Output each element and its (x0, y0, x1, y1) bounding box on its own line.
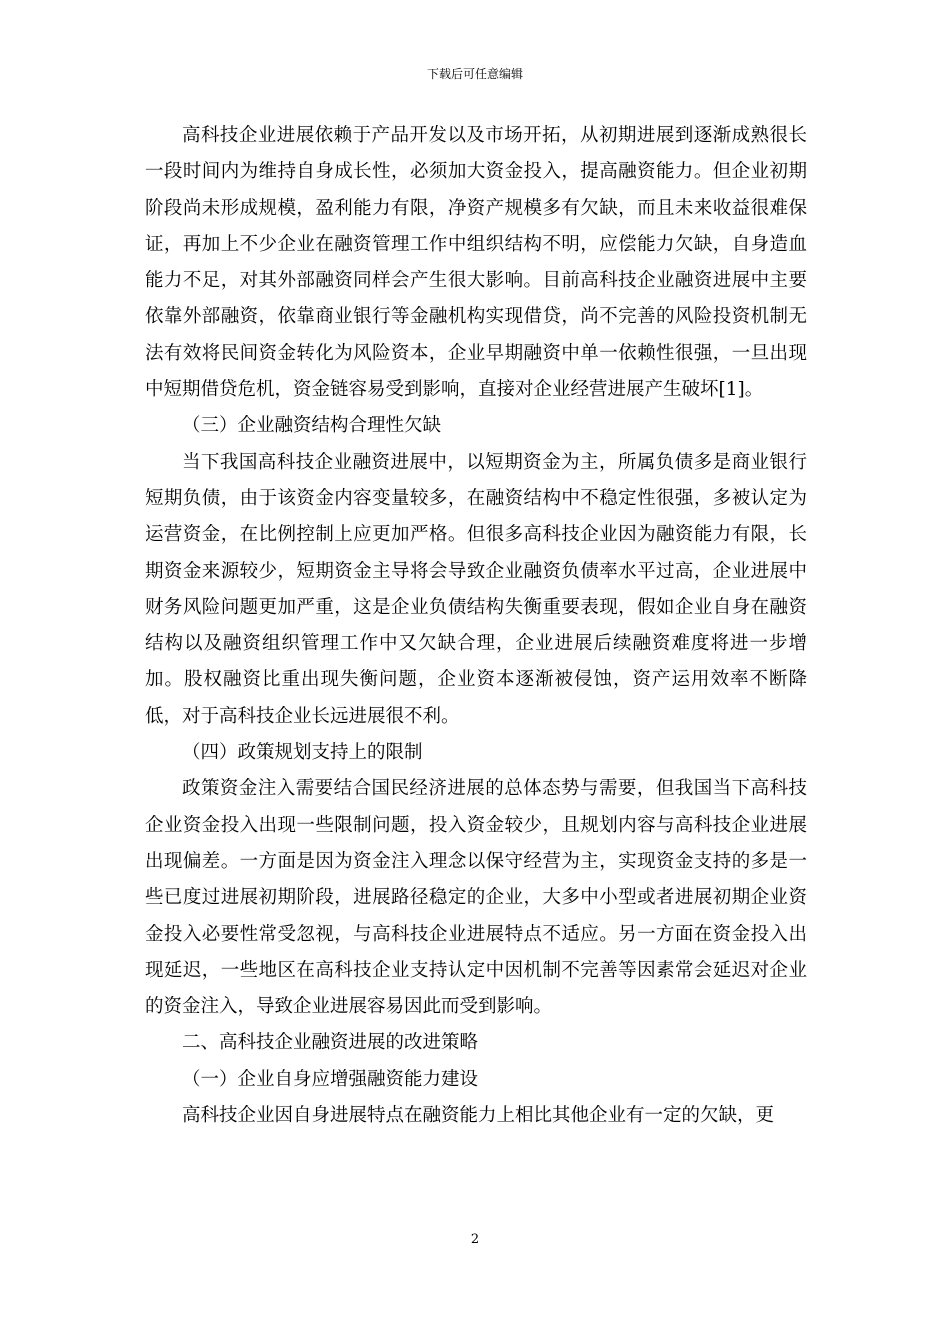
paragraph-policy-funding: 政策资金注入需要结合国民经济进展的总体态势与需要，但我国当下高科技企业资金投入出现一些限制问题，投入资金较少，且规划内容与高科技企业进展出现偏差。一方面是因为资金注入理念以保守经营为主，实现资金支持的多是一些已度过进展初期阶段，进展路径稳定的企业，大多中小型或者进展初期企业资金投入必要性常受忽视，与高科技企业进展特点不适应。另一方面在资金投入出现延迟，一些地区在高科技企业支持认定中因机制不完善等因素常会延迟对企业的资金注入，导致企业进展容易因此而受到影响。 (145, 778, 807, 1018)
section-heading-capability-building: （一）企业自身应增强融资能力建设 (182, 1068, 479, 1090)
chapter-heading-improvement-strategies: 二、高科技企业融资进展的改进策略 (182, 1032, 479, 1054)
page-header: 下载后可任意编辑 (426, 67, 523, 81)
document-body (145, 118, 807, 1134)
section-heading-financing-structure: （三）企业融资结构合理性欠缺 (182, 415, 442, 437)
page-number: 2 (470, 1232, 480, 1247)
paragraph-financing-dependence: 高科技企业进展依赖于产品开发以及市场开拓，从初期进展到逐渐成熟很长一段时间内为维持自身成长性，必须加大资金投入，提高融资能力。但企业初期阶段尚未形成规模，盈利能力有限，净资产规模多有欠缺，而且未来收益很难保证，再加上不少企业在融资管理工作中组织结构不明，应偿能力欠缺，自身造血能力不足，对其外部融资同样会产生很大影响。目前高科技企业融资进展中主要依靠外部融资，依靠商业银行等金融机构实现借贷，尚不完善的风险投资机制无法有效将民间资金转化为风险资本，企业早期融资中单一依赖性很强，一旦出现中短期借贷危机，资金链容易受到影响，直接对企业经营进展产生破坏[1]。 (145, 125, 807, 401)
section-heading-policy-limits: （四）政策规划支持上的限制 (182, 742, 423, 764)
paragraph-short-term-debt: 当下我国高科技企业融资进展中，以短期资金为主，所属负债多是商业银行短期负债，由于该资金内容变量较多，在融资结构中不稳定性很强，多被认定为运营资金，在比例控制上应更加严格。但很多高科技企业因为融资能力有限，长期资金来源较少，短期资金主导将会导致企业融资负债率水平过高，企业进展中财务风险问题更加严重，这是企业负债结构失衡重要表现，假如企业自身在融资结构以及融资组织管理工作中又欠缺合理，企业进展后续融资难度将进一步增加。股权融资比重出现失衡问题，企业资本逐渐被侵蚀，资产运用效率不断降低，对于高科技企业长远进展很不利。 (145, 451, 807, 727)
paragraph-capability-intro: 高科技企业因自身进展特点在融资能力上相比其他企业有一定的欠缺，更 (182, 1105, 775, 1127)
